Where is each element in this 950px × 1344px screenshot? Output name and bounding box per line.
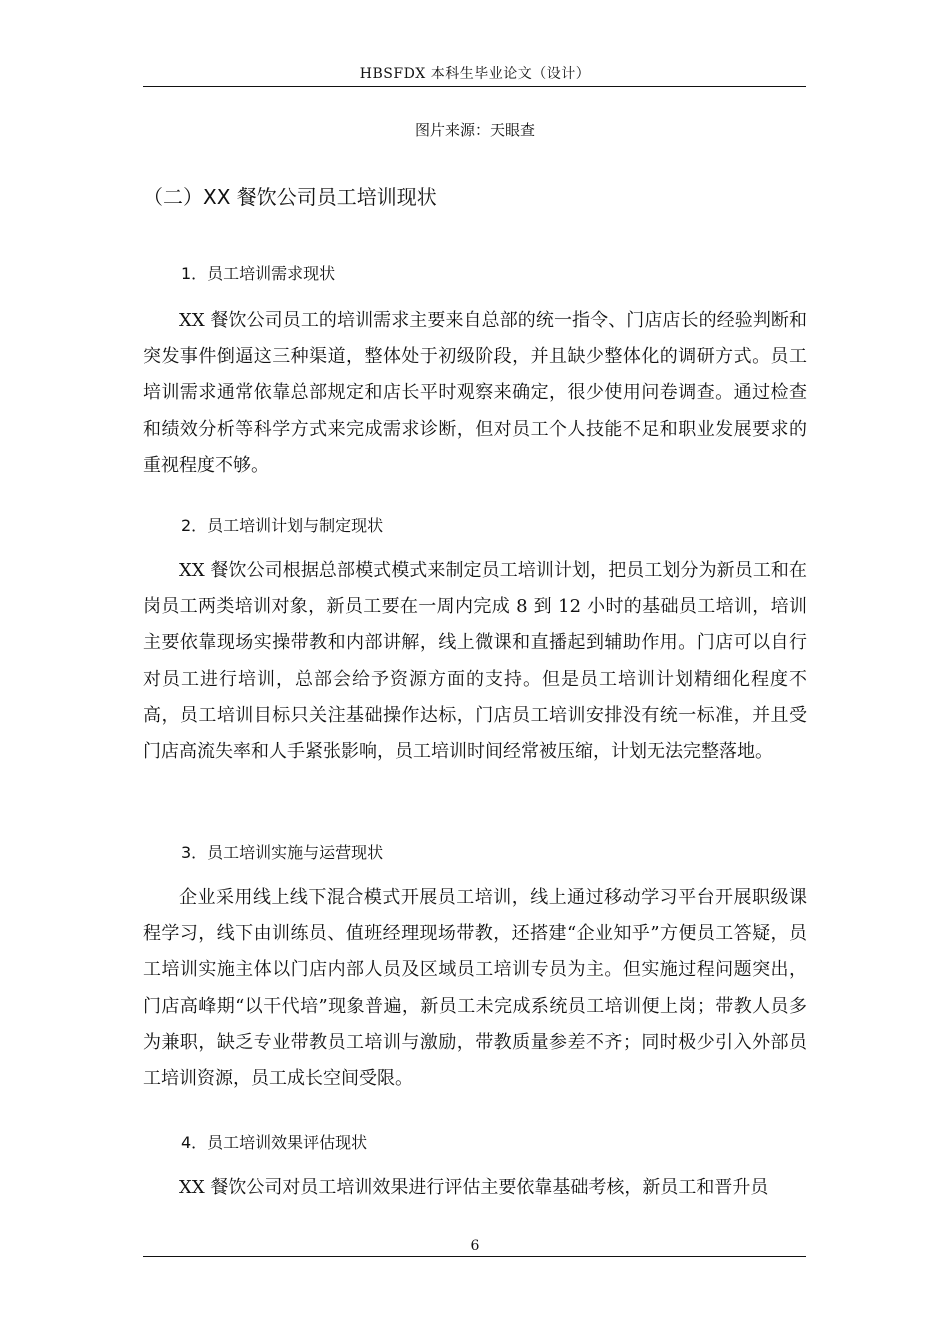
- paragraph-plan: XX 餐饮公司根据总部模式模式来制定员工培训计划，把员工划分为新员工和在岗员工两类培训对象，新员工要在一周内完成 8 到 12 小时的基础员工培训，培训主要依靠现场实操带教和内部讲解，线上微课和直播起到辅助作用。门店可以自行对员工进行培训，总部会给予资源方面的支持。但是员工培训计划精细化程度不高，员工培训目标只关注基础操作达标，门店员工培训安排没有统一标准，并且受门店高流失率和人手紧张影响，员工培训时间经常被压缩，计划无法完整落地。: [143, 560, 807, 763]
- subsection-heading-needs: 1．员工培训需求现状: [181, 264, 336, 283]
- header-rule: [143, 86, 806, 87]
- subsection-heading-evaluation: 4．员工培训效果评估现状: [181, 1133, 368, 1152]
- running-header: HBSFDX 本科生毕业论文（设计）: [359, 66, 591, 82]
- page-number: 6: [470, 1238, 480, 1254]
- paragraph-implementation: 企业采用线上线下混合模式开展员工培训，线上通过移动学习平台开展职级课程学习，线下由训练员、值班经理现场带教，还搭建“企业知乎”方便员工答疑，员工培训实施主体以门店内部人员及区域员工培训专员为主。但实施过程问题突出，门店高峰期“以干代培”现象普遍，新员工未完成系统员工培训便上岗；带教人员多为兼职，缺乏专业带教员工培训与激励，带教质量参差不齐；同时极少引入外部员工培训资源，员工成长空间受限。: [143, 887, 807, 1090]
- subsection-heading-plan: 2．员工培训计划与制定现状: [181, 516, 384, 535]
- footer-rule: [143, 1256, 806, 1257]
- paragraph-needs: XX 餐饮公司员工的培训需求主要来自总部的统一指令、门店店长的经验判断和突发事件倒逼这三种渠道，整体处于初级阶段，并且缺少整体化的调研方式。员工培训需求通常依靠总部规定和店长平时观察来确定，很少使用问卷调查。通过检查和绩效分析等科学方式来完成需求诊断，但对员工个人技能不足和职业发展要求的重视程度不够。: [143, 310, 807, 476]
- subsection-heading-implementation: 3．员工培训实施与运营现状: [181, 843, 384, 862]
- paragraph-evaluation: XX 餐饮公司对员工培训效果进行评估主要依靠基础考核，新员工和晋升员: [179, 1177, 769, 1198]
- section-title: （二）XX 餐饮公司员工培训现状: [143, 185, 437, 209]
- figure-caption: 图片来源：天眼查: [414, 121, 535, 139]
